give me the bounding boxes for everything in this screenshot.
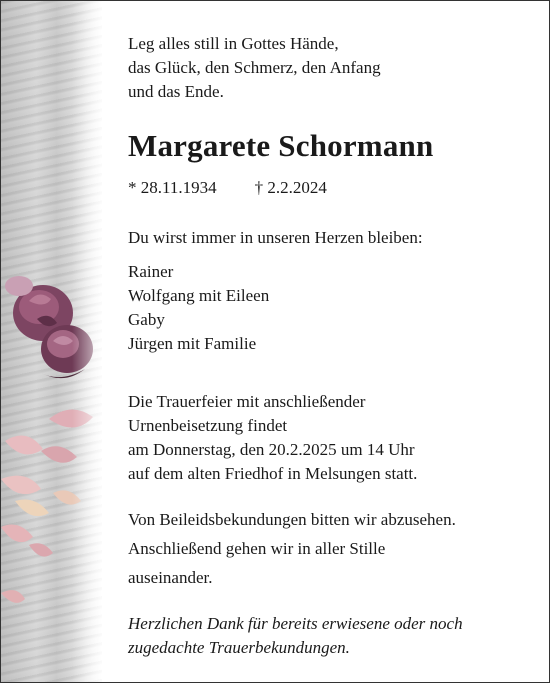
mourners-list: [128, 260, 528, 356]
ceremony-line: Urnenbeisetzung findet: [128, 416, 288, 435]
thanks-line: Herzlichen Dank für bereits erwiesene oder noch: [128, 614, 463, 633]
condolence-line: auseinander.: [128, 568, 213, 587]
death-date: † 2.2.2024: [254, 178, 327, 197]
ceremony-line: am Donnerstag, den 20.2.2025 um 14 Uhr: [128, 440, 415, 459]
mourner: Wolfgang mit Eileen: [128, 286, 270, 305]
birth-date: * 28.11.1934: [128, 178, 217, 197]
thanks-note: [128, 612, 528, 660]
life-dates: [128, 176, 528, 200]
ceremony-line: auf dem alten Friedhof in Melsungen statt.: [128, 464, 418, 483]
ceremony-line: Die Trauerfeier mit anschließender: [128, 392, 366, 411]
roses-on-wood-photo: [1, 1, 102, 682]
condolence-note: [128, 508, 528, 590]
mourner: Gaby: [128, 310, 165, 329]
condolence-line: Anschließend gehen wir in aller Stille: [128, 539, 386, 558]
deceased-name: Margarete Schormann: [128, 128, 434, 163]
thanks-line: zugedachte Trauerbekundungen.: [128, 638, 350, 657]
mourner: Jürgen mit Familie: [128, 334, 257, 353]
verse-line: das Glück, den Schmerz, den Anfang: [128, 58, 381, 77]
verse-line: und das Ende.: [128, 82, 224, 101]
condolence-line: Von Beileidsbekundungen bitten wir abzusehen.: [128, 510, 456, 529]
verse-line: Leg alles still in Gottes Hände,: [128, 34, 339, 53]
ceremony-info: [128, 390, 528, 486]
verse: [128, 32, 528, 104]
mourners-intro: Du wirst immer in unseren Herzen bleiben:: [128, 228, 423, 247]
obituary-text: [128, 32, 528, 660]
mourner: Rainer: [128, 262, 174, 281]
photo-fade: [72, 1, 102, 682]
